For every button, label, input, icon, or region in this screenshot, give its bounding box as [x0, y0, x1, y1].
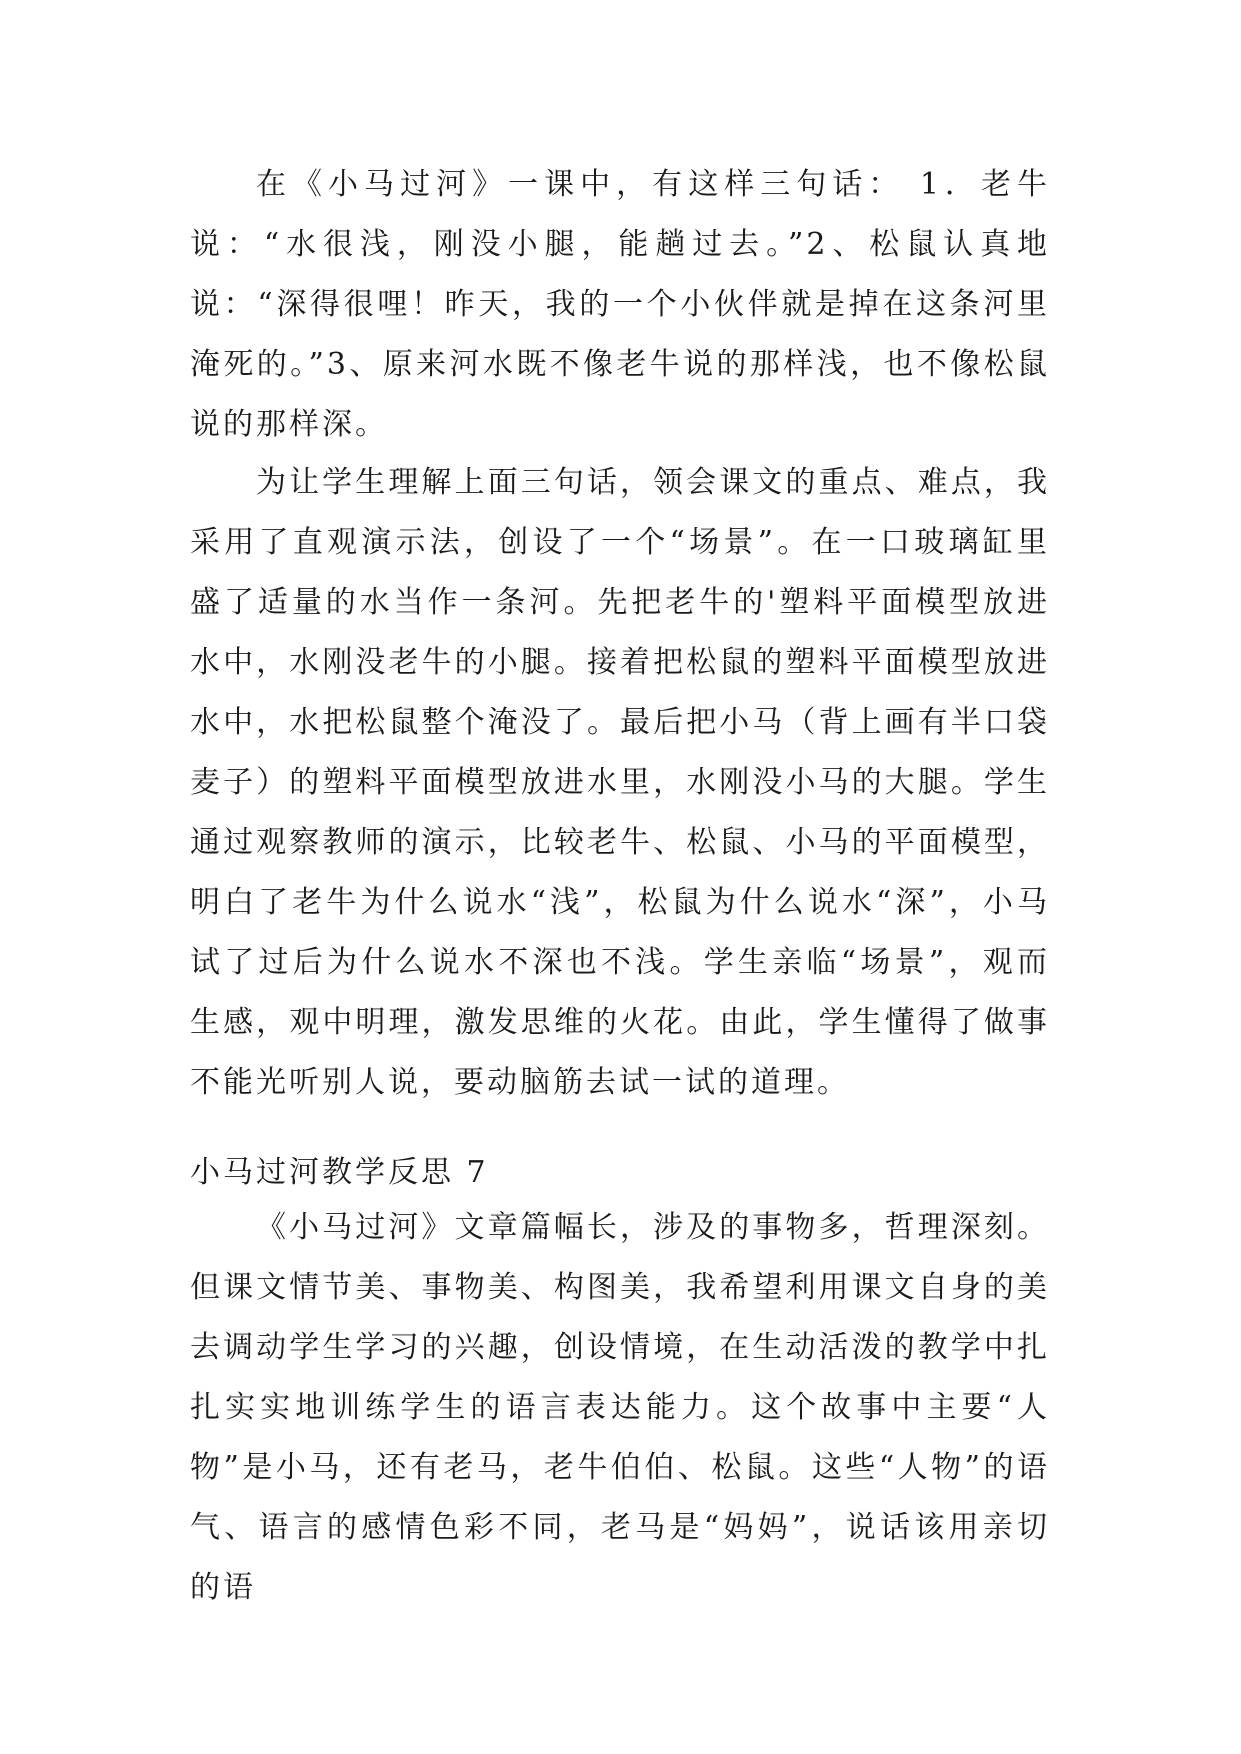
paragraph-three-sentences: 在《小马过河》一课中，有这样三句话： 1．老牛说：“水很浅，刚没小腿，能趟过去。”2、松鼠认真地说：“深得很哩！昨天，我的一个小伙伴就是掉在这条河里淹死的。”3、原来河水既不像老牛说的那样浅，也不像松鼠说的那样深。 [190, 167, 1050, 442]
paragraph-block [190, 1198, 1050, 1618]
paragraph-lesson-reflection: 《小马过河》文章篇幅长，涉及的事物多，哲理深刻。但课文情节美、事物美、构图美，我希望利用课文自身的美去调动学生学习的兴趣，创设情境，在生动活泼的教学中扎扎实实地训练学生的语言表达能力。这个故事中主要“人物”是小马，还有老马，老牛伯伯、松鼠。这些“人物”的语气、语言的感情色彩不同，老马是“妈妈”，说话该用亲切的语 [190, 1210, 1050, 1605]
paragraph-demonstration-method: 为让学生理解上面三句话，领会课文的重点、难点，我采用了直观演示法，创设了一个“场景”。在一口玻璃缸里盛了适量的水当作一条河。先把老牛的'塑料平面模型放进水中，水刚没老牛的小腿。接着把松鼠的塑料平面模型放进水中，水把松鼠整个淹没了。最后把小马（背上画有半口袋麦子）的塑料平面模型放进水里，水刚没小马的大腿。学生通过观察教师的演示，比较老牛、松鼠、小马的平面模型，明白了老牛为什么说水“浅”，松鼠为什么说水“深”，小马试了过后为什么说水不深也不浅。学生亲临“场景”，观而生感，观中明理，激发思维的火花。由此，学生懂得了做事不能光听别人说，要动脑筋去试一试的道理。 [190, 465, 1050, 1100]
section-heading: 小马过河教学反思 7 [190, 1155, 489, 1190]
paragraph-block [190, 453, 1050, 1113]
paragraph-block [190, 155, 1050, 455]
